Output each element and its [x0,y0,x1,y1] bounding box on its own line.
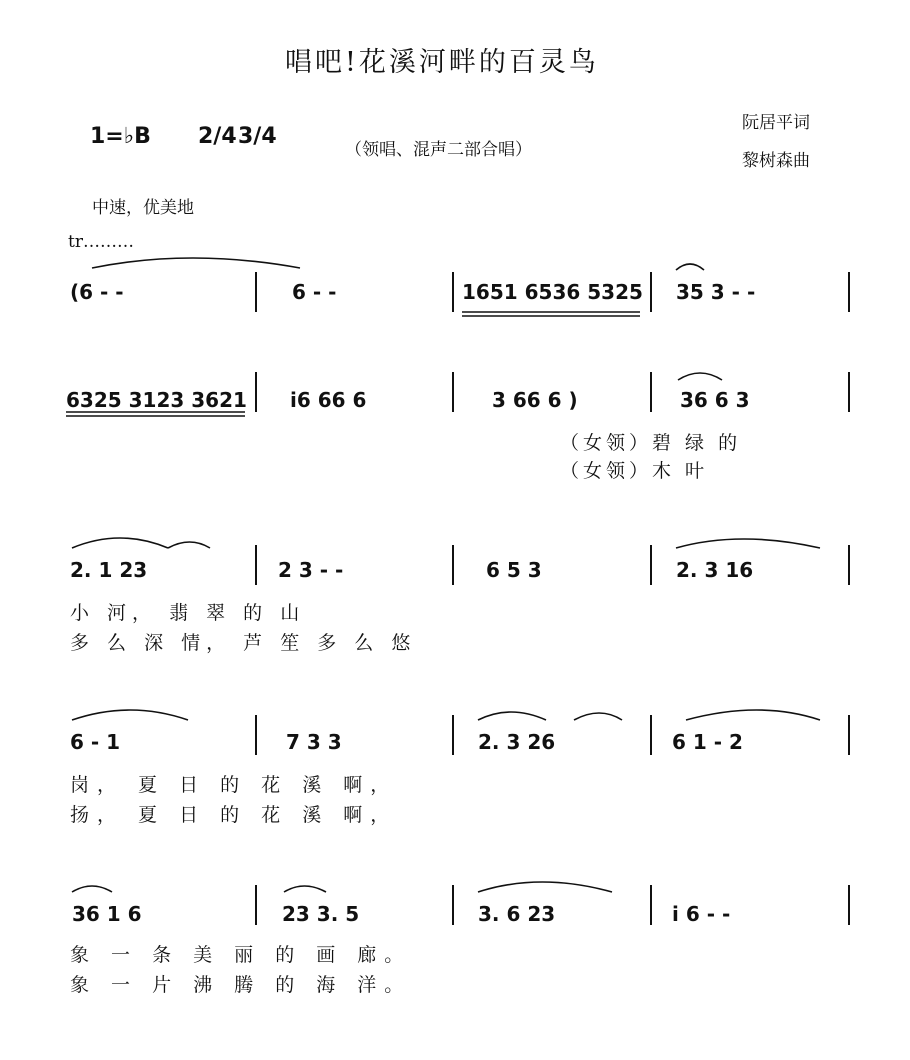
row4-measure-1: 6 - 1 [70,730,121,754]
row2-measure-3: 3 66 6 ) [492,388,578,412]
row3-measure-1: 2. 1 23 [70,558,148,582]
lyric-line-1: 岗， 夏 日 的 花 溪 啊， [70,774,398,796]
row2-measure-2: i6 66 6 [290,388,367,412]
row1-measure-2: 6 - - [292,280,337,304]
time-signature-2-4: 2/4 [198,124,237,149]
row4-measure-3: 2. 3 26 [478,730,556,754]
row5-measure-1: 36 1 6 [72,902,142,926]
lyric-line-1: （女领）碧 绿 的 [560,432,742,454]
row5-measure-3: 3. 6 23 [478,902,556,926]
lyric-line-2: 多 么 深 情， 芦 笙 多 么 悠 [70,632,417,654]
subtitle: （领唱、混声二部合唱） [345,140,532,160]
row3-measure-4: 2. 3 16 [676,558,754,582]
row2-measure-1: 6325 3123 3621 [66,388,247,412]
lyric-line-2: 扬， 夏 日 的 花 溪 啊， [70,804,398,826]
time-signature-3-4: 3/4 [238,124,277,149]
row4-measure-4: 6 1 - 2 [672,730,743,754]
row3-measure-3: 6 5 3 [486,558,542,582]
row5-measure-2: 23 3. 5 [282,902,360,926]
row1-measure-3: 1651 6536 5325 [462,280,643,304]
lyric-line-1: 象 一 条 美 丽 的 画 廊。 [70,944,412,966]
lyric-line-1: 小 河， 翡 翠 的 山 [70,602,306,624]
key-signature: 1=♭B [90,124,151,149]
row2-measure-4: 36 6 3 [680,388,750,412]
row1-measure-4: 35 3 - - [676,280,756,304]
song-title: 唱吧!花溪河畔的百灵鸟 [285,47,599,78]
row1-measure-1: (6 - - [70,280,124,304]
lyric-line-2: （女领）木 叶 [560,460,709,482]
row3-measure-2: 2 3 - - [278,558,344,582]
lyricist: 阮居平词 [742,113,810,133]
lyric-line-2: 象 一 片 沸 腾 的 海 洋。 [70,974,412,996]
row4-measure-2: 7 3 3 [286,730,342,754]
trill-marking: tr……… [68,232,134,252]
row5-measure-4: i 6 - - [672,902,731,926]
composer: 黎树森曲 [742,151,810,171]
tempo-marking: 中速，优美地 [92,198,194,218]
